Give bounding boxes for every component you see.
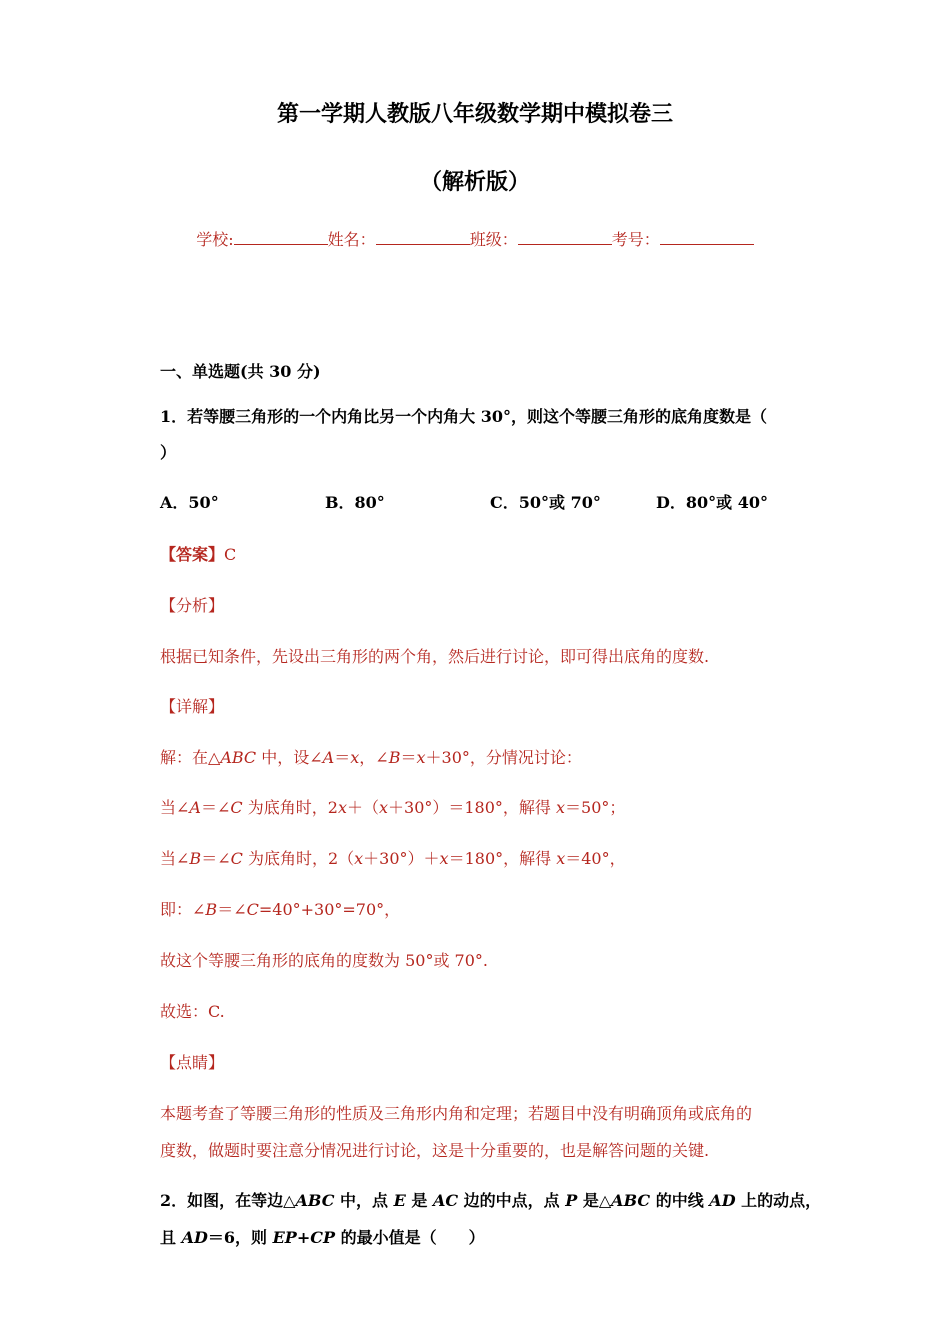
text: 为底角时，2: [242, 798, 338, 817]
text: ＝∠: [200, 798, 231, 817]
var: x: [439, 849, 449, 868]
text: 为底角时，2（: [242, 849, 355, 868]
var: x: [556, 798, 566, 817]
school-label: 学校:: [196, 230, 234, 249]
q1-option-b: [325, 493, 385, 513]
q1-stem-line1: [160, 407, 767, 427]
page-title: 第一学期人教版八年级数学期中模拟卷三: [276, 101, 673, 127]
var: B: [388, 748, 401, 767]
text: 中，点: [334, 1191, 394, 1210]
var: A: [189, 798, 201, 817]
text: ＝50°；: [565, 798, 626, 817]
q1-comment-line2: 度数，做题时要注意分情况进行讨论，这是十分重要的，也是解答问题的关键.: [160, 1141, 710, 1160]
var: EP: [272, 1228, 297, 1247]
var: x: [556, 849, 566, 868]
text: 边的中点，点: [458, 1191, 566, 1210]
q1-stem-text: 若等腰三角形的一个内角比另一个内角大 30°，则这个等腰三角形的底角度数是（: [187, 407, 767, 426]
text: 当∠: [160, 798, 190, 817]
q1-answer: [160, 545, 236, 565]
exam-no-label: 考号：: [611, 230, 660, 249]
q1-analysis-tag: 【分析】: [160, 596, 225, 615]
q1-detail-line3: [160, 849, 626, 869]
answer-value: C: [224, 545, 237, 564]
answer-tag: 【答案】: [160, 545, 225, 564]
var: ABC: [220, 748, 257, 767]
class-blank[interactable]: [518, 230, 612, 245]
text: 中，设∠: [256, 748, 323, 767]
name-blank[interactable]: [376, 230, 470, 245]
text: ＝∠: [217, 900, 247, 919]
var: x: [337, 798, 347, 817]
q1-detail-line4: [160, 900, 400, 920]
q1-option-a: [160, 493, 219, 513]
text: 是△: [577, 1191, 612, 1210]
name-label: 姓名：: [327, 230, 376, 249]
option-label: A．: [160, 493, 189, 512]
var: C: [230, 798, 243, 817]
text: +: [296, 1228, 311, 1247]
text: 是: [405, 1191, 433, 1210]
var: x: [354, 849, 364, 868]
text: =40°+30°=70°，: [258, 900, 401, 919]
school-blank[interactable]: [234, 230, 328, 245]
q2-stem-line2: [160, 1228, 485, 1248]
text: ＋（: [346, 798, 379, 817]
text: ＋30°，分情况讨论：: [425, 748, 582, 767]
student-info-line: [0, 230, 950, 250]
page-subtitle: （解析版）: [419, 169, 530, 195]
text: 的最小值是（ ）: [335, 1228, 485, 1247]
var: x: [416, 748, 426, 767]
text: ＋30°）＝180°，解得: [388, 798, 557, 817]
exam-no-blank[interactable]: [660, 230, 754, 245]
text: ＋30°）＋: [363, 849, 440, 868]
text: ＝180°，解得: [448, 849, 557, 868]
option-label: D．: [656, 493, 686, 512]
text: ＝: [400, 748, 417, 767]
q1-option-d: [656, 493, 768, 513]
text: 上的动点，: [735, 1191, 822, 1210]
q1-option-c: [490, 493, 601, 513]
q1-detail-tag: 【详解】: [160, 697, 225, 716]
var: ABC: [611, 1191, 651, 1210]
option-text: 50°或 70°: [518, 493, 601, 512]
var: AC: [432, 1191, 459, 1210]
class-label: 班级：: [469, 230, 518, 249]
text: ，∠: [359, 748, 389, 767]
q1-comment-line1: 本题考查了等腰三角形的性质及三角形内角和定理；若题目中没有明确顶角或底角的: [160, 1104, 753, 1123]
option-text: 80°: [354, 493, 385, 512]
text: 2．如图，在等边△: [160, 1191, 296, 1210]
option-text: 50°: [188, 493, 219, 512]
option-label: C．: [490, 493, 519, 512]
text: 解：在△: [160, 748, 221, 767]
q2-stem-line1: [160, 1191, 821, 1211]
q1-detail-line1: [160, 748, 582, 768]
text: 的中线: [650, 1191, 710, 1210]
var: AD: [709, 1191, 736, 1210]
text: 当∠: [160, 849, 190, 868]
text: ＝40°，: [565, 849, 626, 868]
var: x: [350, 748, 360, 767]
var: P: [565, 1191, 578, 1210]
q1-detail-line5: 故这个等腰三角形的底角的度数为 50°或 70°.: [160, 951, 488, 970]
var: AD: [181, 1228, 208, 1247]
text: 即：∠: [160, 900, 206, 919]
var: E: [393, 1191, 406, 1210]
text: ＝∠: [201, 849, 231, 868]
option-label: B．: [325, 493, 355, 512]
var: x: [378, 798, 389, 817]
section-heading: 一、单选题(共 30 分): [160, 362, 321, 381]
q1-comment-tag: 【点睛】: [160, 1053, 225, 1072]
text: ＝6，则: [207, 1228, 273, 1247]
q1-number: 1．: [160, 407, 188, 426]
q1-detail-line2: [160, 798, 625, 818]
var: B: [189, 849, 202, 868]
var: A: [322, 748, 335, 767]
var: B: [205, 900, 218, 919]
q1-detail-line6: 故选：C.: [160, 1002, 225, 1021]
option-text: 80°或 40°: [685, 493, 768, 512]
q1-stem-line2: ）: [160, 443, 177, 462]
text: ＝: [334, 748, 351, 767]
var: C: [246, 900, 259, 919]
var: CP: [310, 1228, 335, 1247]
text: 且: [160, 1228, 182, 1247]
var: C: [230, 849, 243, 868]
q1-analysis-text: 根据已知条件，先设出三角形的两个角，然后进行讨论，即可得出底角的度数.: [160, 647, 710, 666]
var: ABC: [295, 1191, 335, 1210]
